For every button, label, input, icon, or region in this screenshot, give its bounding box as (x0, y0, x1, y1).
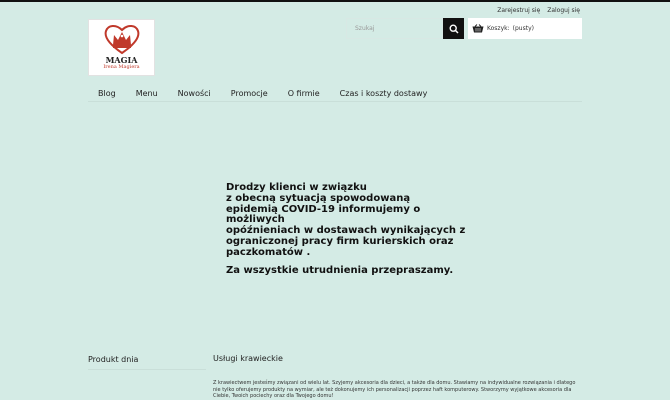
covid-notice (226, 183, 471, 276)
nav-item-blog[interactable]: Blog (98, 88, 116, 98)
main-nav (88, 85, 582, 102)
basket-icon (472, 24, 484, 33)
logo-subtitle: Irena Magiera (103, 64, 140, 70)
site-logo[interactable] (88, 19, 155, 76)
login-link[interactable]: Zaloguj się (547, 7, 580, 14)
logo-title: MAGIA (105, 55, 138, 65)
notice-line: epidemią COVID-19 informujemy o możliwych (226, 203, 421, 226)
notice-line: paczkomatów . (226, 246, 311, 258)
notice-line: z obecną sytuacją spowodowaną (226, 192, 411, 204)
top-border (0, 0, 670, 2)
product-of-the-day-title: Produkt dnia (88, 355, 206, 370)
section-body: Z krawiectwem jesteśmy związani od wielu lat. Szyjemy akcesoria dla dzieci, a także dla domu. Stawiamy na indywidualne rozwiązania i dlatego nie tylko oferujemy produkty na wymiar, ale też dokonujemy ich personalizacji poprzez haft komputerowy. Stworzymy wyjątkowe akcesoria dla Ciebie, Twoich pociechy oraz dla Twojego domu! (213, 380, 576, 399)
nav-item-delivery[interactable]: Czas i koszty dostawy (339, 88, 428, 98)
search-input[interactable] (346, 18, 443, 39)
register-link[interactable]: Zarejestruj się (497, 7, 541, 14)
notice-line: ograniczonej pracy firm kurierskich oraz (226, 235, 454, 247)
search-button[interactable] (443, 18, 464, 39)
search-icon (449, 24, 459, 34)
section-title: Usługi krawieckie (213, 354, 283, 363)
nav-item-about[interactable]: O firmie (287, 88, 320, 98)
heart-crown-icon (103, 23, 141, 55)
account-links (497, 7, 580, 14)
nav-item-new[interactable]: Nowości (177, 88, 211, 98)
cart-status: (pusty) (512, 25, 534, 32)
nav-item-promotions[interactable]: Promocje (230, 88, 268, 98)
cart-button[interactable] (468, 18, 582, 39)
search-bar (346, 18, 464, 39)
cart-label: Koszyk: (487, 25, 510, 32)
notice-line: opóźnieniach w dostawach wynikających z (226, 225, 466, 237)
notice-apology: Za wszystkie utrudnienia przepraszamy. (226, 264, 454, 276)
notice-line: Drodzy klienci w związku (226, 182, 367, 193)
nav-item-menu[interactable]: Menu (135, 88, 158, 98)
